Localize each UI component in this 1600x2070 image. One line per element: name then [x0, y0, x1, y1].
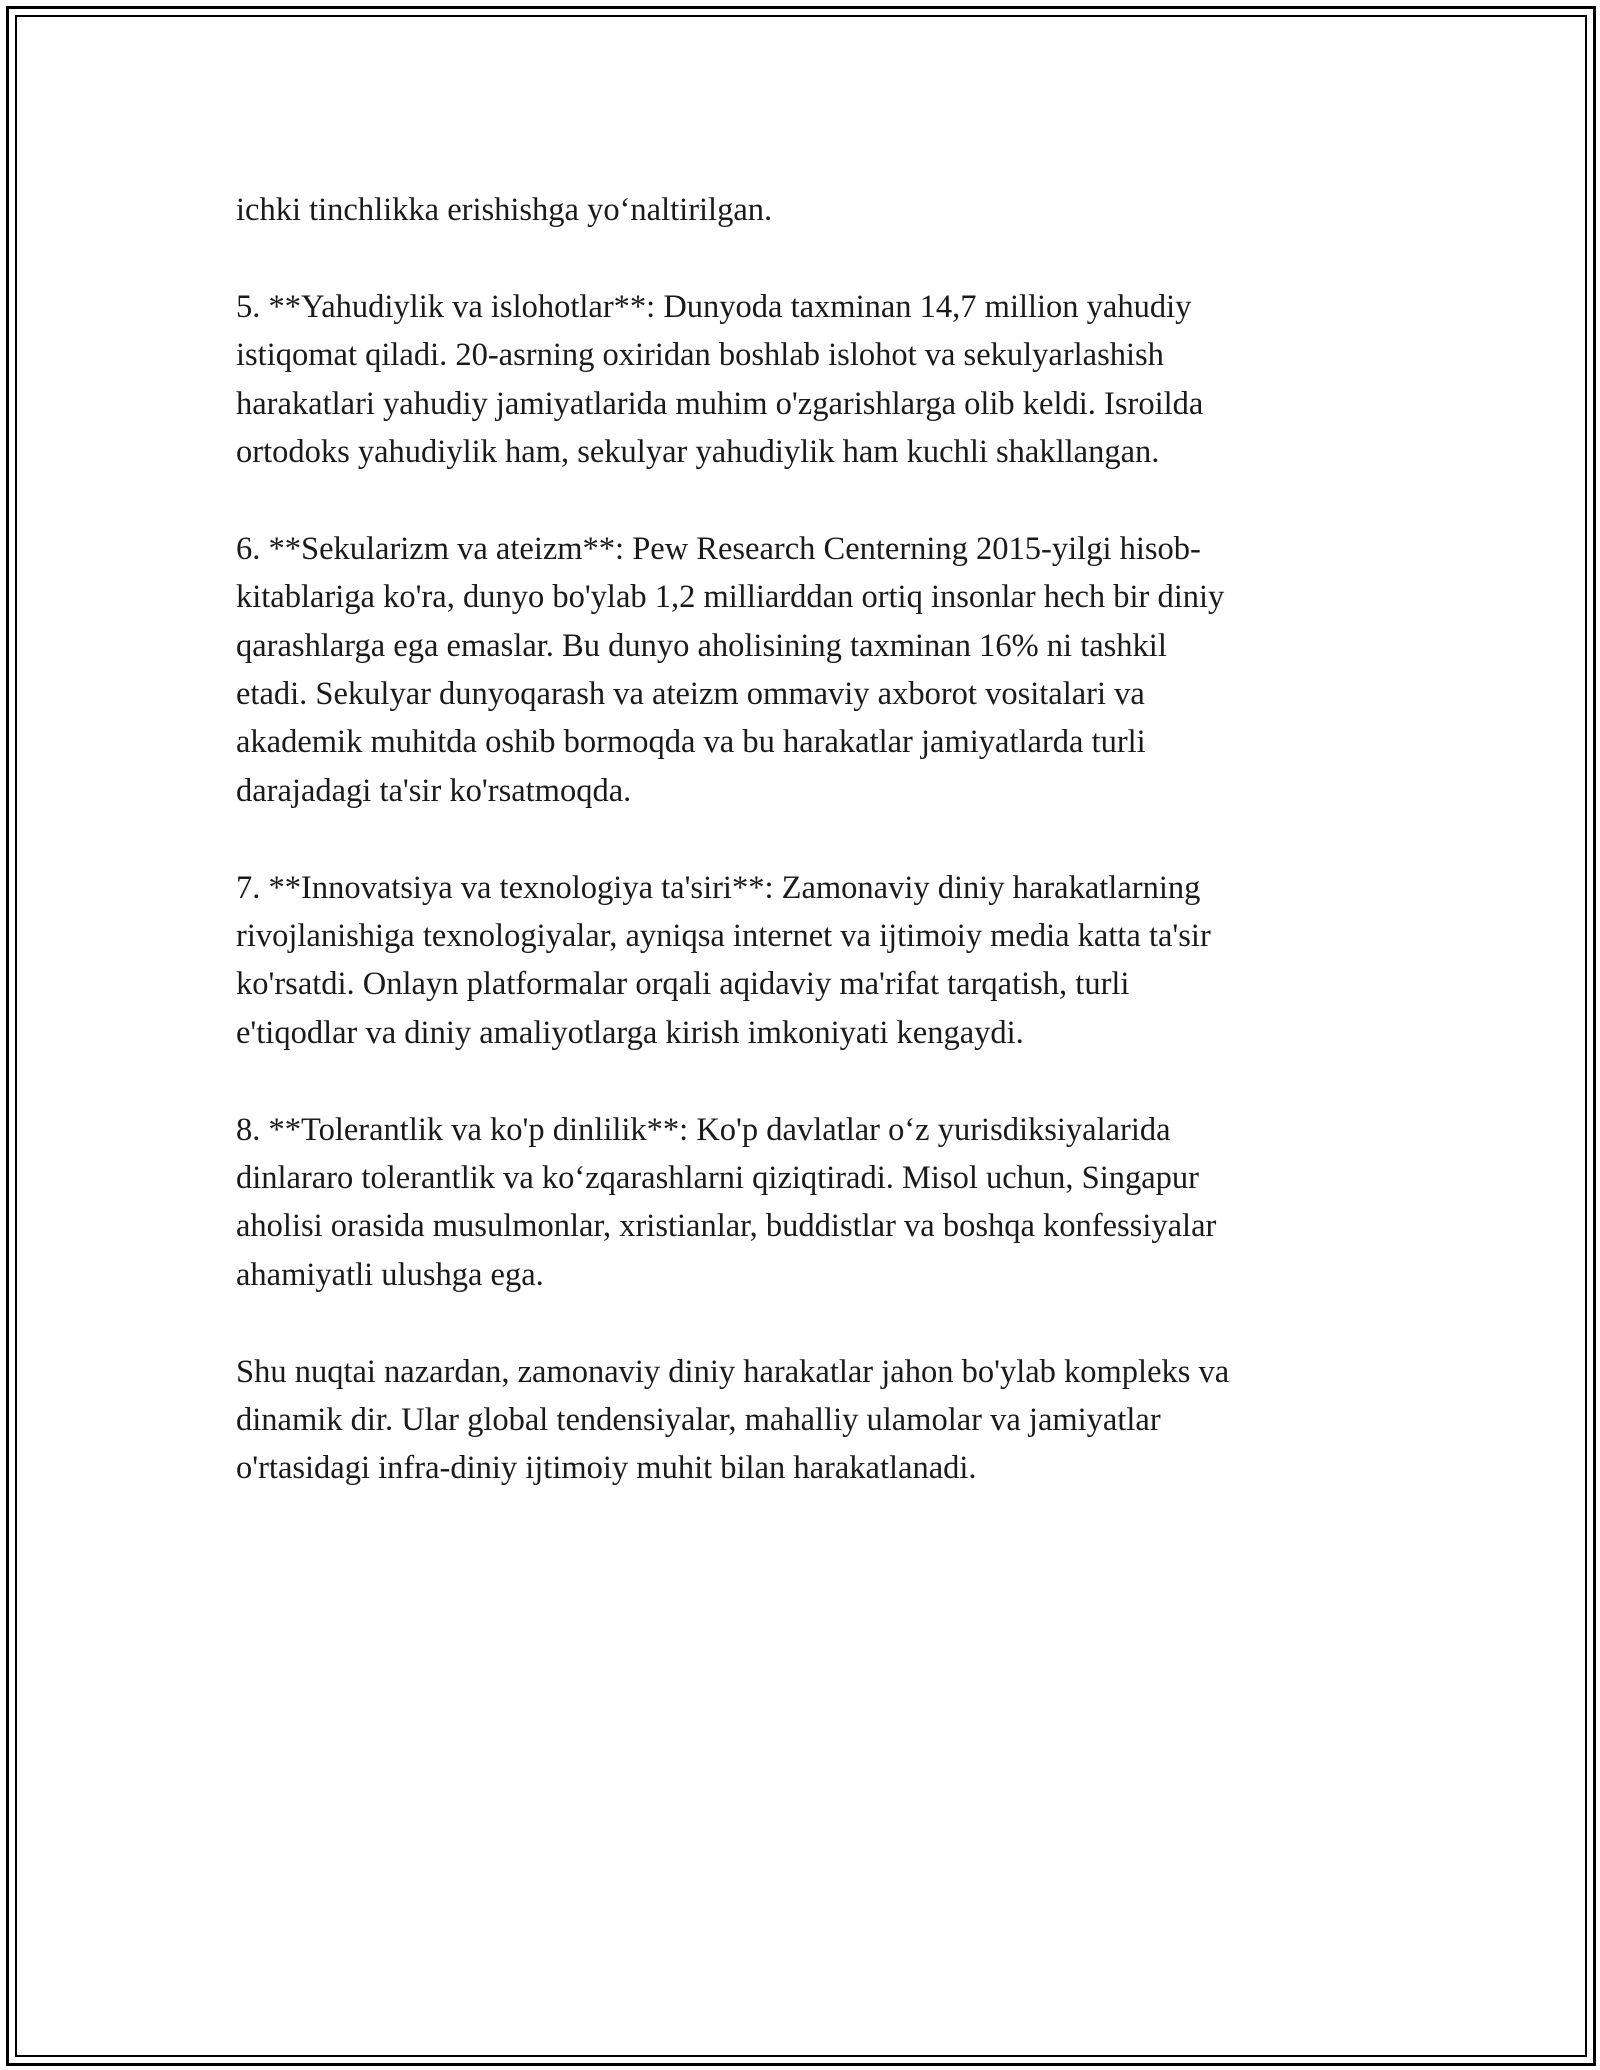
paragraph-continuation: ichki tinchlikka erishishga yo‘naltirilgan. [236, 192, 773, 228]
paragraph-secularism-atheism: 6. **Sekularizm va ateizm**: Pew Research Centerning 2015-yilgi hisob- kitablariga ko'ra, dunyo bo'ylab 1,2 milliarddan ortiq insonlar hech bir diniy qarashlarga ega emaslar. Bu dunyo aholisining taxminan 16% ni tashkil etadi. Sekulyar dunyoqarash va ateizm ommaviy axborot vositalari va akademik muhitda oshib bormoqda va bu harakatlar jamiyatlarda turli darajadagi ta'sir ko'rsatmoqda. [236, 530, 1225, 809]
paragraph-tolerance-pluralism: 8. **Tolerantlik va ko'p dinlilik**: Ko'p davlatlar o‘z yurisdiksiyalarida dinlararo tolerantlik va ko‘zqarashlarni qiziqtiradi. Misol uchun, Singapur aholisi orasida musulmonlar, xristianlar, buddistlar va boshqa konfessiyalar ahamiyatli ulushga ega. [236, 1111, 1217, 1293]
document-body [236, 186, 1364, 1541]
paragraph-judaism-reforms: 5. **Yahudiylik va islohotlar**: Dunyoda taxminan 14,7 million yahudiy istiqomat qiladi. 20-asrning oxiridan boshlab islohot va sekulyarlashish harakatlari yahudiy jamiyatlarida muhim o'zgarishlarga olib keldi. Isroilda ortodoks yahudiylik ham, sekulyar yahudiylik ham kuchli shakllangan. [236, 288, 1204, 471]
paragraph-innovation-technology: 7. **Innovatsiya va texnologiya ta'siri**: Zamonaviy diniy harakatlarning rivojlanishiga texnologiyalar, ayniqsa internet va ijtimoiy media katta ta'sir ko'rsatdi. Onlayn platformalar orqali aqidaviy ma'rifat tarqatish, turli e'tiqodlar va diniy amaliyotlarga kirish imkoniyati kengaydi. [236, 869, 1211, 1051]
paragraph-conclusion: Shu nuqtai nazardan, zamonaviy diniy harakatlar jahon bo'ylab kompleks va dinamik dir. Ular global tendensiyalar, mahalliy ulamolar va jamiyatlar o'rtasidagi infra-diniy ijtimoiy muhit bilan harakatlanadi. [236, 1353, 1230, 1487]
